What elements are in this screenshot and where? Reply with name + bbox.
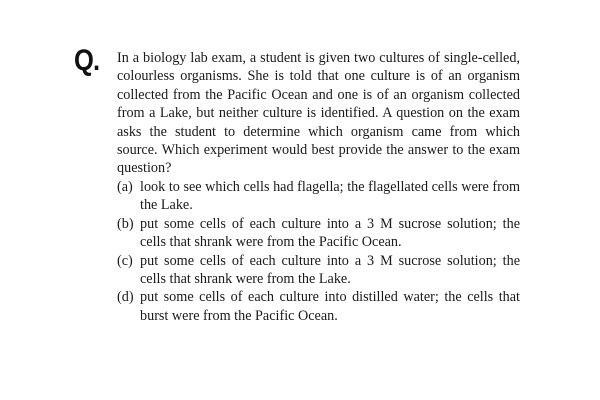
option-b-label: (b) xyxy=(117,215,134,232)
option-d-label: (d) xyxy=(117,289,134,306)
option-c-text: put some cells of each culture into a 3 M sucrose solution; the cells that shrank were from the Lake. xyxy=(140,252,520,288)
options-list xyxy=(117,178,520,325)
option-a-label: (a) xyxy=(117,179,133,195)
question-mark: Q. xyxy=(74,44,100,77)
option-d-text: put some cells of each culture into distilled water; the cells that burst were from the Pacific Ocean. xyxy=(140,289,520,324)
option-b-text: put some cells of each culture into a 3 M sucrose solution; the cells that shrank were from the Pacific Ocean. xyxy=(140,215,520,251)
question-text: In a biology lab exam, a student is given two cultures of single-celled, colourless organisms. She is told that one culture is of an organism collected from the Pacific Ocean and one is of an organism collected from a Lake, but neither culture is identified. A question on the exam asks the student to determine which organism came from which source. Which experiment would best provide the answer to the exam question? xyxy=(117,50,520,177)
option-c-label: (c) xyxy=(117,252,133,269)
option-c[interactable] xyxy=(117,252,520,289)
option-d[interactable] xyxy=(117,288,520,325)
option-b[interactable] xyxy=(117,215,520,252)
option-a-text: look to see which cells had flagella; the flagellated cells were from the Lake. xyxy=(140,179,520,214)
option-a[interactable] xyxy=(117,178,520,215)
